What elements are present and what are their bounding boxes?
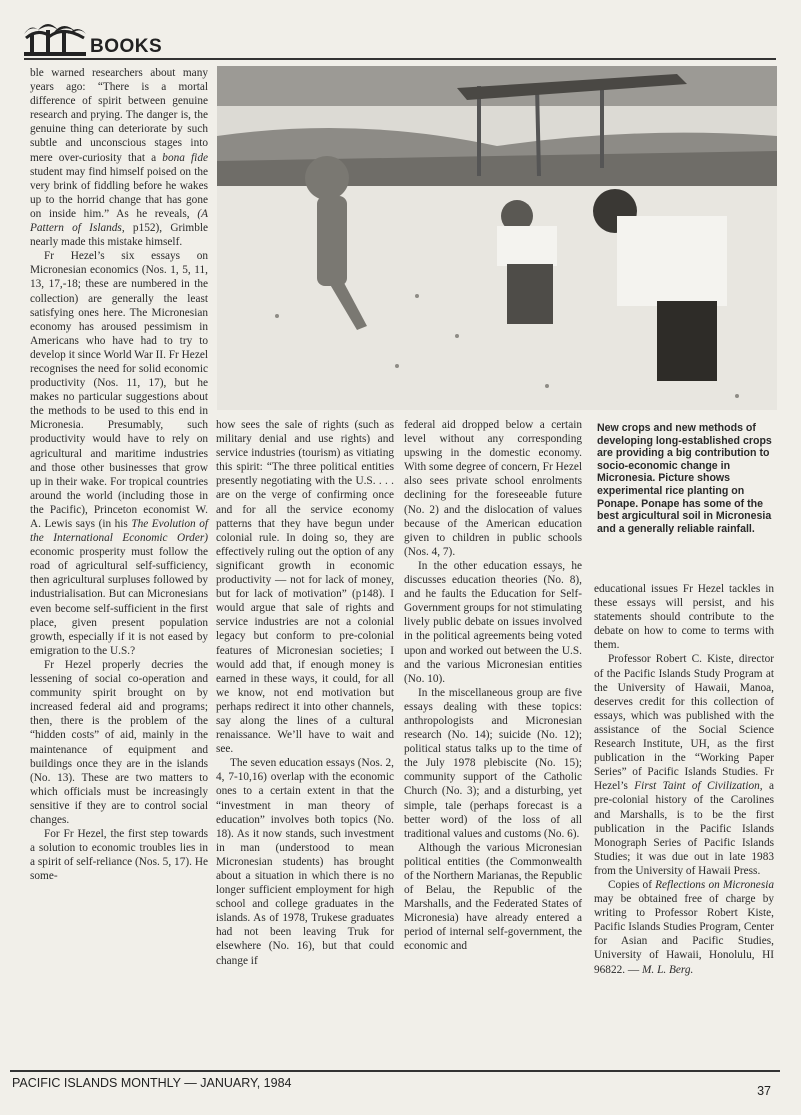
paragraph: Professor Robert C. Kiste, director of the Pacific Islands Study Program at the University of Hawaii, Manoa, deserves credit for this collection of essays, which was published with the assistance of the Social Science Research Institute, UH, as the first publication in the “Working Paper Series” of Pacific Islands Studies. Fr Hezel’s First Taint of Civilization, a pre-colonial history of the Carolines and Marshalls, is to be the first publication in the Pacific Islands Monograph Series of Pacific Islands Studies; it was due out in late 1983 from the University of Hawaii Press. bbox=[594, 653, 775, 877]
article-column-3 bbox=[404, 418, 582, 1068]
paragraph: The seven education essays (Nos. 2, 4, 7-10,16) overlap with the economic ones to a certain extent in that the “investment in man theory of education” involves both topics (No. 18). As it now stands, such investment in man (understood to mean Micronesian students) has brought about a situation in which there is no longer sufficient employment for high school and college graduates in the islands. As of 1978, Trukese graduates had not been leaving Truk for elsewhere (No. 16), but that could change if bbox=[216, 757, 394, 967]
article-column-1 bbox=[30, 66, 208, 1066]
paragraph: In the other education essays, he discusses education theories (No. 8), and he faults the Education for Self-Government groups for not stimulating lively public debate on issues involved in the political agreements being voted upon and worked out between the U.S. and the various Micronesian entities (No. 10). bbox=[404, 559, 582, 685]
paragraph: Fr Hezel’s six essays on Micronesian economics (Nos. 1, 5, 11, 13, 17,-18; these are numbered in the collection) are generally the least satisfying ones here. The Micronesian economy has aroused pessimism in Americans who have had to try to develop it since World War II. Fr Hezel recognises the need for solid economic productivity (Nos. 11, 17), but he makes no particular suggestions about the methods to be used to this end in Micronesia. Presumably, such productivity would have to rely on agricultural and maritime industries and those other businesses that grow up in their wake. For tropical countries around the world (including those in the Pacific), Princeton economist W. A. Lewis says (in his The Evolution of the International Economic Order) economic prosperity must follow the road of agricultural self-sufficiency, then agricultural surpluses followed by industrialisation. But can Micronesians even become self-sufficient in the first place, given present population growth, especially if it is not eased by emigration to the U.S.? bbox=[30, 250, 208, 657]
page-header bbox=[24, 14, 774, 60]
footer-rule bbox=[10, 1070, 780, 1072]
paragraph: Although the various Micronesian political entities (the Commonwealth of the Northern Marianas, the Republic of Belau, the Republic of the Marshalls, and the Federated States of Micronesia) have already entered a period of internal self-government, the economic and bbox=[404, 841, 582, 953]
paragraph: federal aid dropped below a certain level without any corresponding upswing in the domestic economy. With some degree of concern, Fr Hezel also sees private school enrolments declining for the foreseeable future (No. 2) and the dislocation of values because of the American education given to children in public schools (Nos. 4, 7). bbox=[404, 419, 582, 558]
paragraph: educational issues Fr Hezel tackles in these essays will persist, and his statements should contribute to the debate on how to come to terms with them. bbox=[594, 583, 774, 652]
article-column-4 bbox=[594, 582, 774, 1062]
publication-footer: PACIFIC ISLANDS MONTHLY — JANUARY, 1984 bbox=[12, 1076, 292, 1090]
paragraph: In the miscellaneous group are five essays dealing with these topics: anthropologists and Micronesian research (No. 14); suicide (No. 12); political status talks up to the time of the July 1978 plebiscite (No. 15); community support of the Catholic Church (No. 3); and a disturbing, yet simple, tale (perhaps forecast is a better word) of the loss of all traditional values and customs (No. 6). bbox=[404, 686, 582, 840]
section-title: BOOKS bbox=[90, 36, 163, 57]
paragraph: Copies of Reflections on Micronesia may be obtained free of charge by writing to Professor Robert Kiste, Pacific Islands Studies Program, Center for Asian and Pacific Studies, University of Hawaii, Honolulu, HI 96822. — M. L. Berg. bbox=[594, 878, 774, 976]
palm-hut-logo-icon bbox=[24, 20, 86, 58]
photo-illustration bbox=[217, 66, 777, 410]
paragraph: how sees the sale of rights (such as military denial and use rights) and service industries (tourism) as vitiating this spirit: “The three political entities presently negotiating with the U.S. . . . are on the verge of confirming once and for all the service economy patterns that they have begun under colonial rule. In doing so, they are effectively ruling out the option of any significant growth in economic productivity — not for lack of money, but for lack of motivation” (p148). I would argue that sale of rights and service industries are not a colonial legacy but conform to pre-colonial features of Micronesian societies; I would add that, if enough money is earned in these ways, it could, for all we know, not end motivation but perhaps redirect it into other channels, say along the lines of a cultural renaissance. We’ll have to wait and see. bbox=[216, 419, 394, 756]
rice-planting-photo bbox=[217, 66, 777, 410]
page-number: 37 bbox=[757, 1084, 771, 1098]
paragraph: Fr Hezel properly decries the lessening of social co-operation and community spirit brought on by increased federal aid and programs; then, there is the problem of the “hidden costs” of aid, mainly in the maintenance of equipment and buildings once they are in the islands (No. 13). These are two matters to which officials must be increasingly sensitive if they are to control social changes. bbox=[30, 658, 208, 826]
header-rule bbox=[24, 58, 776, 60]
paragraph: ble warned researchers about many years ago: “There is a mortal difference of spirit between genuine research and prying. The danger is, the genuine thing can deteriorate by such subtle and unconscious stages into mere over-curiosity that a bona fide student may find himself poised on the very brink of fiddling before he wakes up to the horrid change that has gone on inside him.” As he reveals, (A Pattern of Islands, p152), Grimble nearly made this mistake himself. bbox=[30, 67, 209, 249]
paragraph: For Fr Hezel, the first step towards a solution to economic troubles lies in a spirit of self-reliance (Nos. 5, 17). He some- bbox=[30, 828, 208, 883]
article-column-2 bbox=[216, 418, 394, 1068]
author-signature: M. L. Berg. bbox=[642, 963, 694, 976]
photo-caption: New crops and new methods of developing long-established crops are providing a big contribution to socio-economic change in Micronesia. Picture shows experimental rice planting on Ponape. Ponape has some of the best argicultural soil in Micronesia and a generally reliable rainfall. bbox=[597, 422, 772, 535]
